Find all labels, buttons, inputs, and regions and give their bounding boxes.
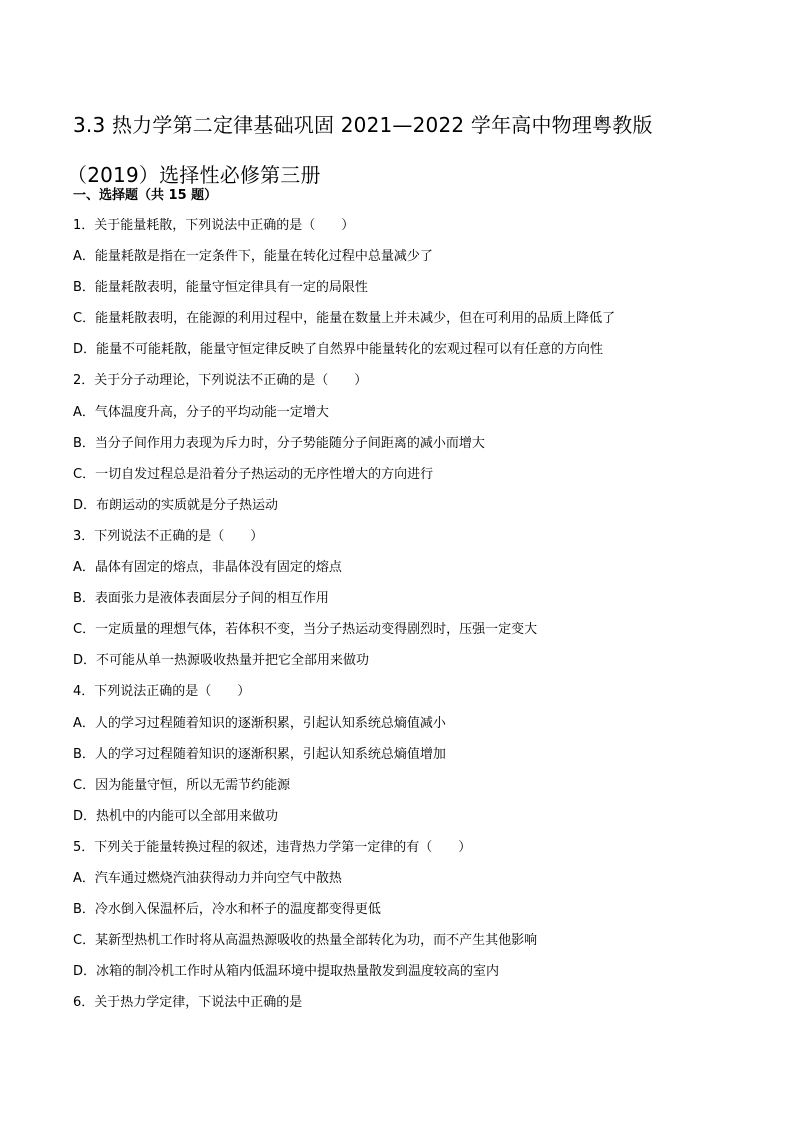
title-line-1: 3.3 热力学第二定律基础巩固 2021—2022 学年高中物理粤教版 [73, 113, 653, 137]
question-stem: 1．关于能量耗散，下列说法中正确的是（ ） [73, 218, 355, 233]
option-c: C．一定质量的理想气体，若体积不变，当分子热运动变得剧烈时，压强一定变大 [73, 622, 538, 638]
option-b: B．能量耗散表明，能量守恒定律具有一定的局限性 [73, 280, 368, 296]
option-a: A．晶体有固定的熔点，非晶体没有固定的熔点 [73, 560, 342, 576]
option-a: A．汽车通过燃烧汽油获得动力并向空气中散热 [73, 870, 342, 886]
option-b: B．人的学习过程随着知识的逐渐积累，引起认知系统总熵值增加 [73, 746, 446, 762]
question-stem: 2．关于分子动理论，下列说法不正确的是（ ） [73, 373, 368, 389]
option-c: C．某新型热机工作时将从高温热源吸收的热量全部转化为功，而不产生其他影响 [73, 933, 538, 949]
question-stem: 4．下列说法正确的是（ ） [73, 684, 251, 700]
option-d: D．布朗运动的实质就是分子热运动 [73, 497, 279, 513]
option-a: A．能量耗散是指在一定条件下，能量在转化过程中总量减少了 [73, 249, 433, 265]
section-heading: 一、选择题（共 15 题） [73, 188, 218, 203]
question-3 [73, 521, 733, 676]
question-stem: 3．下列说法不正确的是（ ） [73, 528, 264, 544]
option-c: C．能量耗散表明，在能源的利用过程中，能量在数量上并未减少，但在可利用的品质上降低了 [73, 311, 616, 327]
option-a: A．气体温度升高，分子的平均动能一定增大 [73, 404, 329, 420]
question-4 [73, 676, 733, 831]
option-d: D．冰箱的制冷机工作时从箱内低温环境中提取热量散发到温度较高的室内 [73, 964, 500, 980]
question-2 [73, 365, 733, 520]
question-1 [73, 210, 733, 365]
option-b: B．冷水倒入保温杯后，冷水和杯子的温度都变得更低 [73, 902, 381, 918]
question-5 [73, 832, 733, 987]
option-c: C．因为能量守恒，所以无需节约能源 [73, 777, 291, 793]
question-list [73, 210, 733, 1018]
option-d: D．热机中的内能可以全部用来做功 [73, 808, 279, 824]
option-b: B．表面张力是液体表面层分子间的相互作用 [73, 591, 329, 607]
option-d: D．能量不可能耗散，能量守恒定律反映了自然界中能量转化的宏观过程可以有任意的方向性 [73, 342, 604, 358]
option-c: C．一切自发过程总是沿着分子热运动的无序性增大的方向进行 [73, 466, 434, 482]
title-line-2: （2019）选择性必修第三册 [67, 163, 321, 187]
option-b: B．当分子间作用力表现为斥力时，分子势能随分子间距离的减小而增大 [73, 435, 485, 451]
question-6 [73, 987, 733, 1018]
option-d: D．不可能从单一热源吸收热量并把它全部用来做功 [73, 653, 370, 669]
option-a: A．人的学习过程随着知识的逐渐积累，引起认知系统总熵值减小 [73, 715, 446, 731]
question-stem: 6．关于热力学定律，下说法中正确的是 [73, 995, 303, 1011]
question-stem: 5．下列关于能量转换过程的叙述，违背热力学第一定律的有（ ） [73, 839, 472, 855]
